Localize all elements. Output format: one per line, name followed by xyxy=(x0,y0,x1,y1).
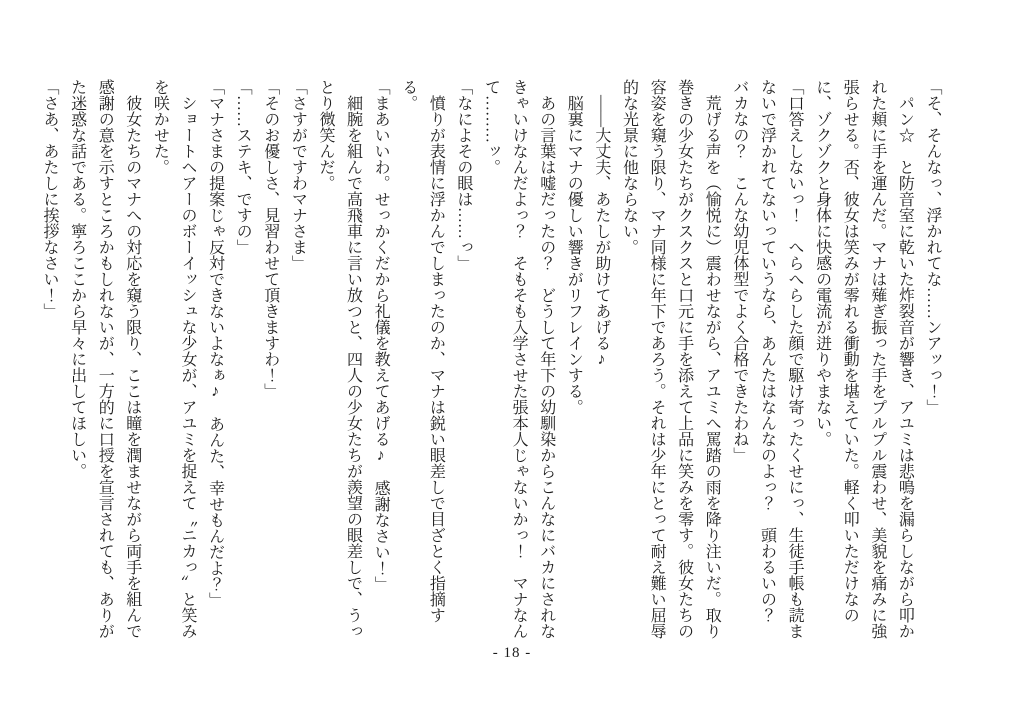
paragraph-dialogue: 「……ステキ、ですの」 xyxy=(234,79,252,255)
paragraph-narrative: 荒げる声を（愉悦に）震わせながら、アユミへ罵踏の雨を降り注いだ。取り巻きの少女たちがクスクスと口元に手を添えて上品に笑みを零す。彼女たちの容姿を窺う限り、マナ同様に年下であろう。それは少年にとって耐え難い屈辱的な光景に他ならない。 xyxy=(620,79,721,639)
paragraph-dialogue: 「そのお優しさ、見習わせて頂きますわ！」 xyxy=(261,79,279,399)
paragraph-narrative: 彼女たちのマナへの対応を窺う限り、ここは瞳を潤ませながら両手を組んで感謝の意を示すところかもしれないが、一方的に口授を宣言されても、ありがた迷惑な話である。寧ろここから早々に出してほしい。 xyxy=(68,79,141,639)
paragraph-dialogue: 「さあ、あたしに挨拶なさい！」 xyxy=(41,79,58,319)
page-number: - 18 - xyxy=(492,645,532,661)
paragraph-narrative: 細腕を組んで高飛車に言い放つと、四人の少女たちが羨望の眼差しで、うっとり微笑んだ。 xyxy=(316,79,362,639)
paragraph-dialogue: 「口答えしないっ！ へらへらした顔で駆け寄ったくせにっ、生徒手帳も読まないで浮かれてないっていうなら、あんたはなんなのよっ？ 頭わるいの？ バカなの？ こんな幼児体型でよく合格できたわね」 xyxy=(730,79,804,639)
paragraph-narrative: ショートヘアーのボーイッシュな少女が、アユミを捉えて〝ニカっ〟と笑みを咲かせた。 xyxy=(151,79,196,639)
paragraph-dialogue: 「なによその眼は……っ」 xyxy=(454,79,472,271)
paragraph-dialogue: 「まあいいわ。せっかくだから礼儀を教えてあげる♪ 感謝なさい！」 xyxy=(372,79,390,592)
paragraph-thought: ——大丈夫、あたしが助けてあげる♪ xyxy=(592,95,610,368)
vertical-text-block xyxy=(35,79,946,640)
paragraph-narrative: パン☆ と防音室に乾いた炸裂音が響き、アユミは悲鳴を漏らしながら叩かれた頬に手を運んだ。マナは薙ぎ振った手をプルプル震わせ、美貌を痛みに強張らせる。否、彼女は笑みが零れる衝動を堪えていた。軽く叩いただけなのに、ゾクゾクと身体に快感の電流が迸りやまない。 xyxy=(813,79,914,639)
paragraph-dialogue: 「マナさまの提案じゃ反対できないよなぁ♪ あんた、幸せもんだよ？」 xyxy=(206,79,224,608)
paragraph-dialogue: 「さすがですわマナさま」 xyxy=(289,79,307,271)
paragraph-narrative: 憤りが表情に浮かんでしまったのか、マナは鋭い眼差しで目ざとく指摘する。 xyxy=(399,79,445,623)
paragraph-narrative: 脳裏にマナの優しい響きがリフレインする。 xyxy=(565,95,583,415)
paragraph-narrative: あの言葉は嘘だったの？ どうして年下の幼馴染からこんなにバカにされなきゃいけなんだよっ？ そもそも入学させた張本人じゃないかっ！ マナなんて………ッ。 xyxy=(482,79,555,639)
paragraph-dialogue: 「そ、そんなっ、浮かれてな……ンアッっ！」 xyxy=(924,79,941,415)
